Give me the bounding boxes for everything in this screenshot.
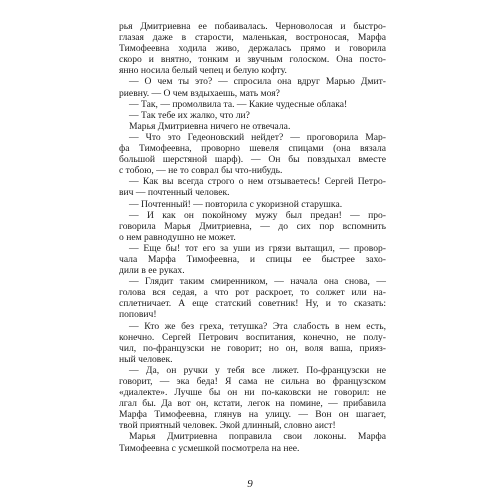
text-line: Марья Дмитриевна ничего не отвечала. <box>129 120 291 132</box>
text-line: конечно. Сергей Петрович воспитания, конечно, не полу- <box>119 331 386 343</box>
text-line: твой приятный человек. Экой длинный, словно аист! <box>119 420 336 432</box>
text-line: чала Марфа Тимофеевна, и спицы ее быстрее захо- <box>119 253 386 265</box>
text-line: дили в ее руках. <box>119 265 185 277</box>
text-line: чил, по-французски не говорит; но он, воля ваша, прияз- <box>119 342 386 354</box>
text-line: — Что это Гедеоновский нейдет? — проговорила Мар- <box>129 131 386 143</box>
text-line: Тимофеевна ходила живо, держалась прямо и говорила <box>119 43 386 55</box>
text-line: — Почтенный! — повторила с укоризной старушка. <box>129 198 343 210</box>
text-line: Марфа Тимофеевна, глянув на улицу. — Вон он шагает, <box>119 409 386 421</box>
page-number: 9 <box>247 478 253 490</box>
text-line: глазая даже в старости, маленькая, востроносая, Марфа <box>119 32 386 44</box>
text-line: скоро и внятно, тонким и звучным голоском. Она посто- <box>119 54 386 66</box>
text-line: Тимофеевна с усмешкой посмотрела на нее. <box>119 442 300 454</box>
text-line: говорила Марья Дмитриевна, — до сих пор вспомнить <box>119 220 386 232</box>
text-line: говорит, — эка беда! Я сама не сильна во французском <box>119 376 386 387</box>
text-line: — Глядит таким смиренником, — начала она снова, — <box>129 276 386 288</box>
text-line: лгал бы. Да вот он, кстати, легок на помине, — прибавила <box>119 398 386 410</box>
text-line: — Еще бы! тот его за уши из грязи вытащил, — провор- <box>129 242 386 254</box>
text-line: — Так тебе их жалко, что ли? <box>129 109 250 121</box>
text-line: голова вся седая, а что рот раскроет, то солжет или на- <box>119 287 386 299</box>
text-line: ный человек. <box>119 353 173 365</box>
text-line: — Да, он ручки у тебя все лижет. По-французски не <box>129 364 386 376</box>
body-text <box>119 21 386 454</box>
text-line: вич — почтенный человек. <box>119 187 230 199</box>
text-line: большой шерстяной шарф). — Он бы повздыхал вместе <box>119 154 386 166</box>
text-line: фа Тимофеевна, проворно шевеля спицами (она вязала <box>119 143 386 155</box>
text-line: — О чем ты это? — спросила она вдруг Марью Дмит- <box>129 76 386 88</box>
text-line: рья Дмитриевна ее побаивалась. Черноволосая и быстро- <box>119 21 386 32</box>
text-line: — Так, — промолвила та. — Какие чудесные облака! <box>129 98 348 110</box>
text-line: сплетничает. А еще статский советник! Ну, и то сказать: <box>119 298 386 310</box>
text-line: о нем равнодушно не может. <box>119 231 236 243</box>
text-line: «диалекте». Лучше бы он ни по-каковски не говорил: не <box>119 387 386 399</box>
text-line: — Как вы всегда строго о нем отзываетесь! Сергей Петро- <box>129 176 386 188</box>
text-line: попович! <box>119 309 157 321</box>
text-line: — Кто же без греха, тетушка? Эта слабость в нем есть, <box>129 320 386 332</box>
text-line: риевну. — О чем вздыхаешь, мать моя? <box>119 87 280 99</box>
text-line: Марья Дмитриевна поправила свои локоны. Марфа <box>129 431 386 443</box>
text-line: — И как он покойному мужу был предан! — про- <box>129 209 386 221</box>
text-line: с тобою, — не то соврал бы что-нибудь. <box>119 165 283 177</box>
text-line: янно носила белый чепец и белую кофту. <box>119 65 287 77</box>
